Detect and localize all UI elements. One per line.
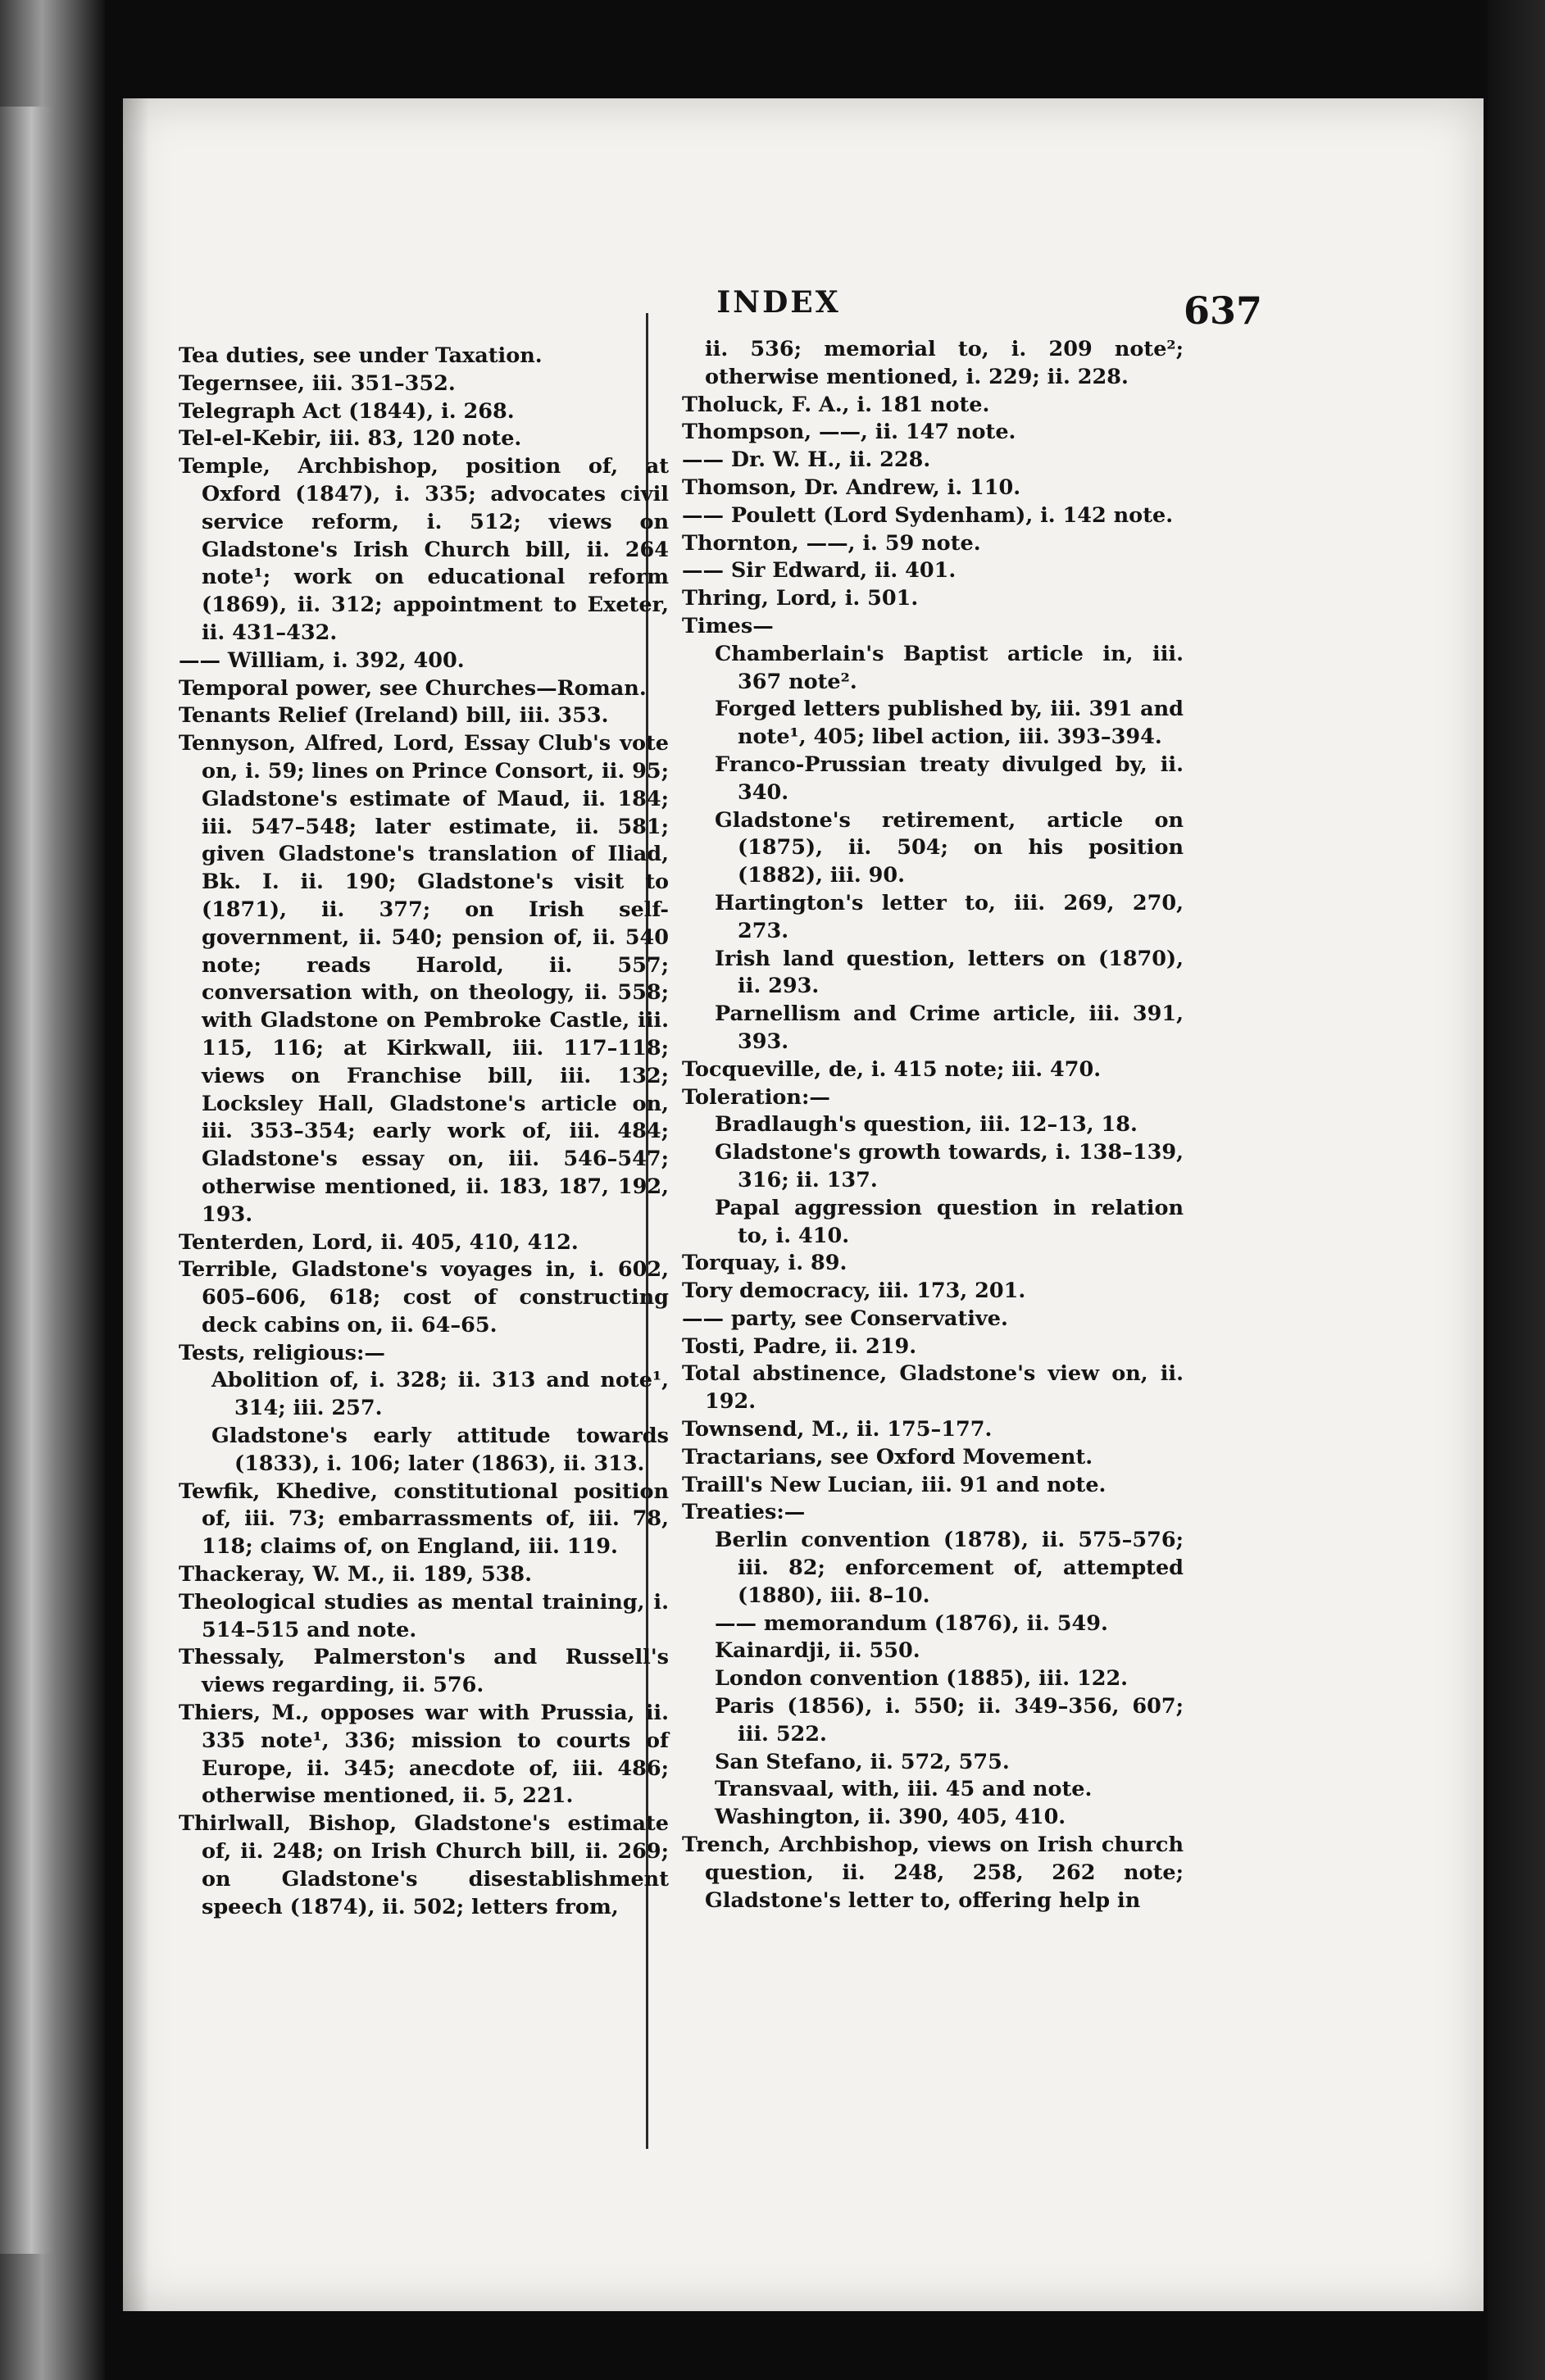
index-subentry: Chamberlain's Baptist article in, iii. 367 note². <box>715 641 1184 694</box>
index-entry: Treaties:— <box>682 1500 806 1525</box>
index-entry: Theological studies as mental training, i. 514–515 and note. <box>179 1589 669 1642</box>
index-subentry: —— memorandum (1876), ii. 549. <box>715 1610 1108 1636</box>
index-subentry: Hartington's letter to, iii. 269, 270, 273. <box>715 890 1184 943</box>
index-entry: Tea duties, see under Taxation. <box>179 343 543 368</box>
page-header <box>123 285 1484 334</box>
index-entry: Thackeray, W. M., ii. 189, 538. <box>179 1562 533 1587</box>
index-entry: Toleration:— <box>682 1084 830 1110</box>
index-subentry: Irish land question, letters on (1870), ii. 293. <box>715 946 1184 999</box>
index-entry: Tosti, Padre, ii. 219. <box>682 1333 917 1359</box>
index-entry: —— Poulett (Lord Sydenham), i. 142 note. <box>682 502 1174 528</box>
index-subentry: Gladstone's retirement, article on (1875), ii. 504; on his position (1882), iii. 90. <box>715 807 1184 888</box>
index-subentry: Gladstone's growth towards, i. 138–139, 316; ii. 137. <box>715 1140 1184 1192</box>
index-subentry: Bradlaugh's question, iii. 12–13, 18. <box>715 1112 1138 1138</box>
index-entry: Tel-el-Kebir, iii. 83, 120 note. <box>179 426 522 452</box>
index-subentry: Abolition of, i. 328; ii. 313 and note¹, 314; iii. 257. <box>211 1368 669 1421</box>
index-entry: Tory democracy, iii. 173, 201. <box>682 1279 1026 1304</box>
index-entry: Torquay, i. 89. <box>682 1251 847 1276</box>
index-entry: —— Dr. W. H., ii. 228. <box>682 447 931 473</box>
index-entry: Temporal power, see Churches—Roman. <box>179 675 647 701</box>
index-entry: —— William, i. 392, 400. <box>179 647 465 673</box>
running-title: INDEX <box>716 285 841 320</box>
index-subentry: Parnellism and Crime article, iii. 391, 393. <box>715 1002 1184 1054</box>
index-subentry: Gladstone's early attitude towards (1833), i. 106; later (1863), ii. 313. <box>211 1424 669 1476</box>
index-entry: Telegraph Act (1844), i. 268. <box>179 398 515 424</box>
scan-border <box>1488 0 1545 2380</box>
index-entry: Thirlwall, Bishop, Gladstone's estimate of, ii. 248; on Irish Church bill, ii. 269; on Gladstone's disestablishment speech (1874), ii. 502; letters from, <box>179 1811 669 1919</box>
index-entry: Thessaly, Palmerston's and Russell's views regarding, ii. 576. <box>179 1645 669 1698</box>
index-entry: Times— <box>682 613 774 638</box>
index-entry: Tenants Relief (Ireland) bill, iii. 353. <box>179 703 609 729</box>
index-subentry: Washington, ii. 390, 405, 410. <box>715 1805 1066 1830</box>
index-entry-continuation: ii. 536; memorial to, i. 209 note²; otherwise mentioned, i. 229; ii. 228. <box>705 337 1184 389</box>
book-page <box>123 98 1484 2311</box>
index-entry: Thiers, M., opposes war with Prussia, ii. 335 note¹, 336; mission to courts of Europe, ii. 345; anecdote of, iii. 486; otherwise mentioned, ii. 5, 221. <box>179 1701 669 1809</box>
index-subentry: Berlin convention (1878), ii. 575–576; iii. 82; enforcement of, attempted (1880), iii. 8–10. <box>715 1528 1184 1608</box>
index-entry: Trench, Archbishop, views on Irish church question, ii. 248, 258, 262 note; Gladstone's letter to, offering help in <box>682 1833 1184 1913</box>
adjacent-page-edge <box>0 0 105 2380</box>
index-subentry: San Stefano, ii. 572, 575. <box>715 1749 1010 1774</box>
index-subentry: Papal aggression question in relation to, i. 410. <box>715 1195 1184 1248</box>
index-entry: —— Sir Edward, ii. 401. <box>682 558 957 584</box>
index-entry: Tewfik, Khedive, constitutional position of, iii. 73; embarrassments of, iii. 78, 118; claims of, on England, iii. 119. <box>179 1478 669 1560</box>
index-entry: Thompson, ——, ii. 147 note. <box>682 420 1016 445</box>
index-entry: Thornton, ——, i. 59 note. <box>682 530 981 556</box>
index-entry: Tractarians, see Oxford Movement. <box>682 1444 1093 1469</box>
index-entry: Temple, Archbishop, position of, at Oxford (1847), i. 335; advocates civil service reform, i. 512; views on Gladstone's Irish Church bill, ii. 264 note¹; work on educational reform (1869), ii. 312; appointment to Exeter, ii. 431–432. <box>179 454 669 645</box>
index-entry: Tenterden, Lord, ii. 405, 410, 412. <box>179 1229 579 1255</box>
index-subentry: Kainardji, ii. 550. <box>715 1638 920 1664</box>
index-subentry: London convention (1885), iii. 122. <box>715 1666 1129 1692</box>
index-subentry: Transvaal, with, iii. 45 and note. <box>715 1777 1093 1802</box>
index-column-left <box>179 343 669 1921</box>
page-number: 637 <box>1183 288 1262 333</box>
index-subentry: Forged letters published by, iii. 391 and note¹, 405; libel action, iii. 393–394. <box>715 697 1184 750</box>
index-entry: Tholuck, F. A., i. 181 note. <box>682 392 990 417</box>
index-subentry: Paris (1856), i. 550; ii. 349–356, 607; iii. 522. <box>715 1694 1184 1746</box>
index-entry: Tests, religious:— <box>179 1340 385 1365</box>
index-entry: Total abstinence, Gladstone's view on, ii. 192. <box>682 1361 1184 1415</box>
index-entry: Traill's New Lucian, iii. 91 and note. <box>682 1472 1106 1497</box>
index-column-right <box>682 336 1184 1914</box>
index-entry: —— party, see Conservative. <box>682 1306 1008 1331</box>
index-subentry: Franco-Prussian treaty divulged by, ii. 340. <box>715 752 1184 805</box>
index-entry: Thring, Lord, i. 501. <box>682 586 919 611</box>
index-entry: Thomson, Dr. Andrew, i. 110. <box>682 475 1021 500</box>
index-entry: Tennyson, Alfred, Lord, Essay Club's vote on, i. 59; lines on Prince Consort, ii. 95; Gladstone's estimate of Maud, ii. 184; iii. 547–548; later estimate, ii. 581; given Gladstone's translation of Iliad, Bk. I. ii. 190; Gladstone's visit to (1871), ii. 377; on Irish self-government, ii. 540; pension of, ii. 540 note; reads Harold, ii. 557; conversation with, on theology, ii. 558; with Gladstone on Pembroke Castle, iii. 115, 116; at Kirkwall, iii. 117–118; views on Franchise bill, iii. 132; Locksley Hall, Gladstone's article on, iii. 353–354; early work of, iii. 484; Gladstone's essay on, iii. 546–547; otherwise mentioned, ii. 183, 187, 192, 193. <box>179 731 669 1227</box>
index-entry: Tocqueville, de, i. 415 note; iii. 470. <box>682 1056 1102 1082</box>
index-entry: Terrible, Gladstone's voyages in, i. 602, 605–606, 618; cost of constructing deck cabins on, ii. 64–65. <box>179 1257 669 1338</box>
index-entry: Tegernsee, iii. 351–352. <box>179 370 456 396</box>
index-entry: Townsend, M., ii. 175–177. <box>682 1417 993 1442</box>
